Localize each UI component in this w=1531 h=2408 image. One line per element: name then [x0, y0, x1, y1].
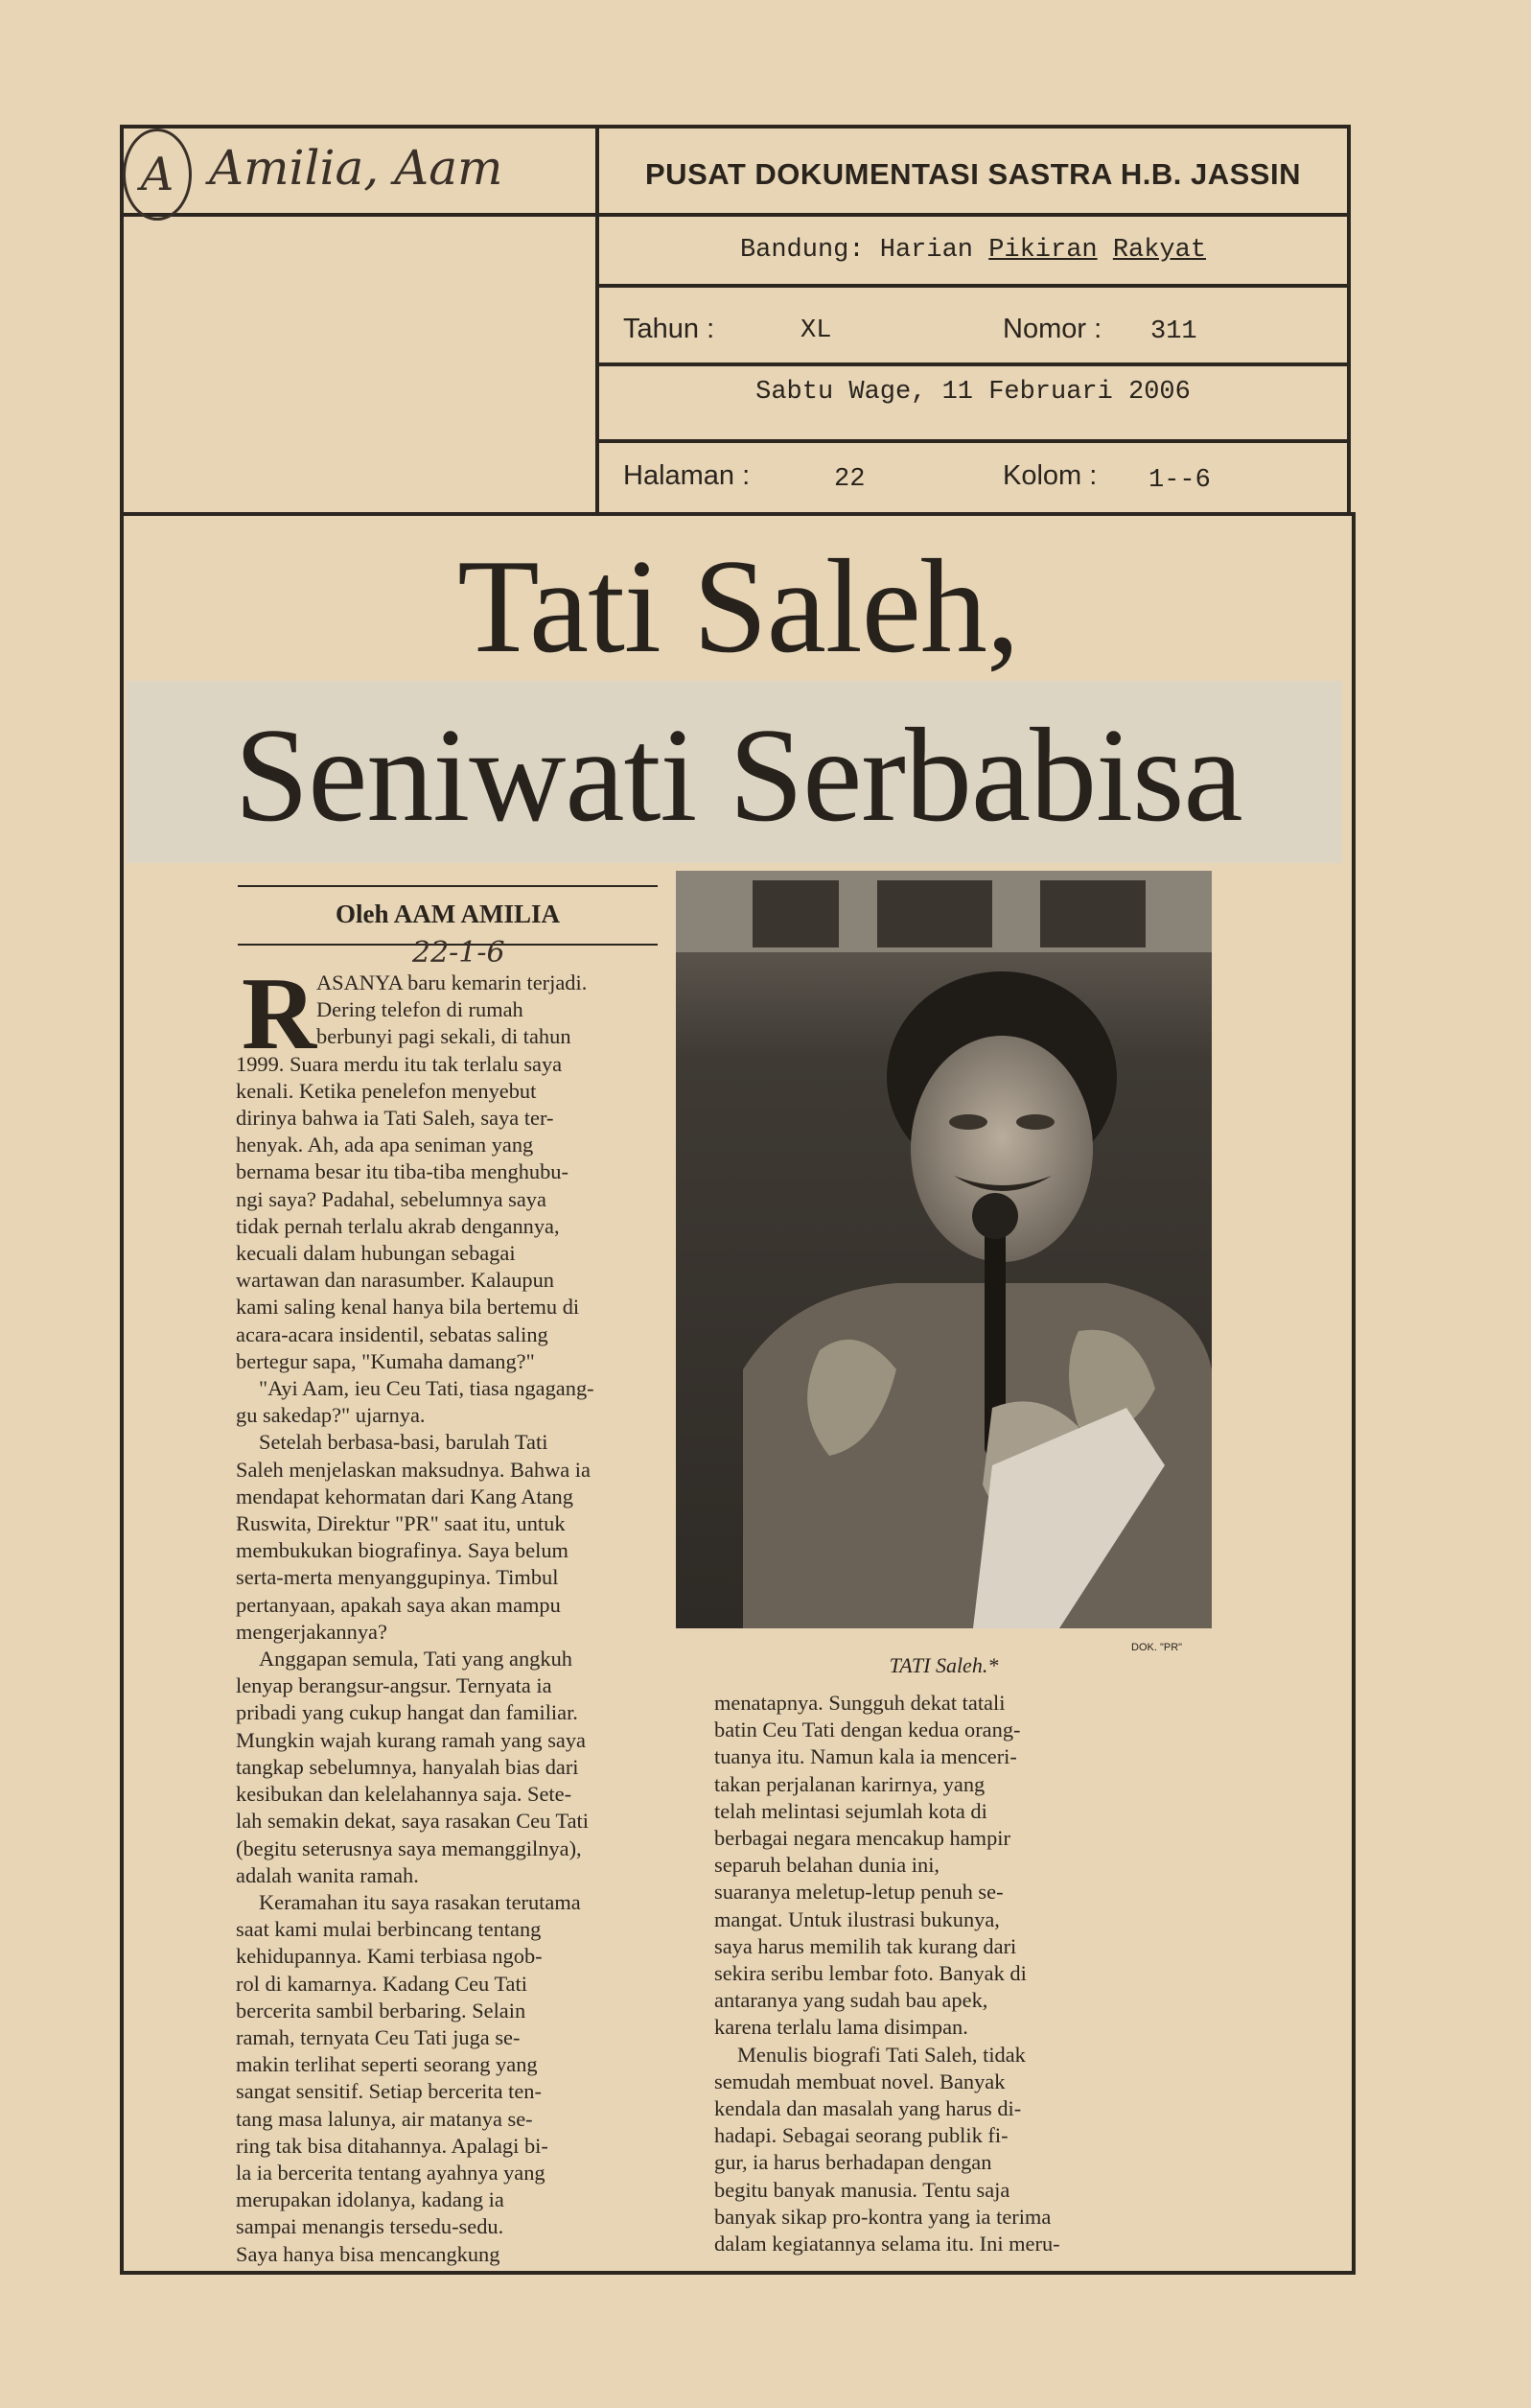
- article-column-2: [714, 1690, 1117, 2257]
- article-text-line: adalah wanita ramah.: [236, 1862, 419, 1887]
- tahun-value: XL: [800, 316, 832, 345]
- article-text-line: bercerita sambil berbaring. Selain: [236, 1998, 526, 2022]
- article-text-line: tidak pernah terlalu akrab dengannya,: [236, 1213, 560, 1238]
- article-text-line: saya harus memilih tak kurang dari: [714, 1933, 1017, 1958]
- article-text-line: menatapnya. Sungguh dekat tatali: [714, 1691, 1006, 1715]
- article-text-line: la ia bercerita tentang ayahnya yang: [236, 2160, 545, 2185]
- article-text-line: begitu banyak manusia. Tentu saja: [714, 2177, 1010, 2202]
- newspaper-source: [594, 236, 1352, 265]
- article-text-line: lah semakin dekat, saya rasakan Ceu Tati: [236, 1809, 589, 1834]
- article-text-line: tang masa lalunya, air matanya se-: [236, 2106, 533, 2131]
- source-paper-name: Rakyat: [1112, 236, 1207, 265]
- handwritten-date-note: 22-1-6: [412, 936, 505, 970]
- article-column-1: [236, 970, 667, 2268]
- article-text-line: bernama besar itu tiba-tiba menghubu-: [236, 1159, 568, 1184]
- article-text-line: kehidupannya. Kami terbiasa ngob-: [236, 1944, 543, 1969]
- article-text-line: gur, ia harus berhadapan dengan: [714, 2150, 992, 2175]
- article-text-line: telah melintasi sejumlah kota di: [714, 1798, 987, 1823]
- article-photo: [676, 871, 1212, 1628]
- article-text-line: berbunyi pagi sekali, di tahun: [316, 1024, 571, 1049]
- article-text-line: mangat. Untuk ilustrasi bukunya,: [714, 1906, 1000, 1931]
- article-text-line: lenyap berangsur-angsur. Ternyata ia: [236, 1673, 552, 1698]
- article-text-line: sekira seribu lembar foto. Banyak di: [714, 1961, 1027, 1986]
- article-text-line: 1999. Suara merdu itu tak terlalu saya: [236, 1051, 563, 1076]
- halaman-value: 22: [834, 465, 866, 494]
- article-text-line: ASANYA baru kemarin terjadi.: [316, 970, 588, 994]
- article-text-line: antaranya yang sudah bau apek,: [714, 1988, 988, 2013]
- article-text-line: tuanya itu. Namun kala ia menceri-: [714, 1744, 1017, 1769]
- article-text-line: pertanyaan, apakah saya akan mampu: [236, 1592, 561, 1617]
- article-text-line: kenali. Ketika penelefon menyebut: [236, 1078, 537, 1103]
- article-text-line: makin terlihat seperti seorang yang: [236, 2052, 538, 2077]
- article-text-line: dalam kegiatannya selama itu. Ini meru-: [714, 2232, 1060, 2256]
- article-text-line: serta-merta menyanggupinya. Timbul: [236, 1565, 559, 1590]
- nomor-value: 311: [1150, 317, 1197, 346]
- source-paper-name: Pikiran: [988, 236, 1098, 265]
- source-city: Bandung:: [739, 236, 865, 265]
- header-divider: [597, 362, 1351, 366]
- header-divider: [120, 213, 1351, 217]
- article-text-line: Ruswita, Direktur "PR" saat itu, untuk: [236, 1511, 566, 1536]
- nomor-label: Nomor :: [1003, 314, 1102, 344]
- article-text-line: dirinya bahwa ia Tati Saleh, saya ter-: [236, 1106, 554, 1131]
- article-text-line: mengerjakannya?: [236, 1619, 387, 1644]
- halaman-label: Halaman :: [623, 460, 751, 491]
- article-text-line: ramah, ternyata Ceu Tati juga se-: [236, 2024, 521, 2049]
- article-text-line: kesibukan dan kelelahannya saja. Sete-: [236, 1782, 572, 1807]
- article-text-line: membukukan biografinya. Saya belum: [236, 1538, 568, 1563]
- publication-date: Sabtu Wage, 11 Februari 2006: [755, 378, 1191, 407]
- archive-name: PUSAT DOKUMENTASI SASTRA H.B. JASSIN: [645, 157, 1301, 191]
- article-text-line: "Ayi Aam, ieu Ceu Tati, tiasa ngagang-: [259, 1376, 594, 1401]
- source-paper-prefix: Harian: [879, 236, 973, 265]
- article-headline-line-1: Tati Saleh,: [457, 532, 1019, 681]
- article-text-line: Anggapan semula, Tati yang angkuh: [259, 1647, 572, 1672]
- article-text-line: kami saling kenal hanya bila bertemu di: [236, 1295, 580, 1320]
- article-text-line: rol di kamarnya. Kadang Ceu Tati: [236, 1971, 527, 1996]
- drop-cap: R: [242, 957, 316, 1071]
- article-text-line: batin Ceu Tati dengan kedua orang-: [714, 1718, 1021, 1742]
- article-text-line: Dering telefon di rumah: [316, 997, 523, 1022]
- article-text-line: wartawan dan narasumber. Kalaupun: [236, 1268, 554, 1293]
- article-text-line: pribadi yang cukup hangat dan familiar.: [236, 1700, 578, 1725]
- kolom-label: Kolom :: [1003, 460, 1098, 491]
- header-divider: [597, 284, 1351, 288]
- article-text-line: hadapi. Sebagai seorang publik fi-: [714, 2123, 1009, 2148]
- article-text-line: ngi saya? Padahal, sebelumnya saya: [236, 1186, 546, 1211]
- article-text-line: (begitu seterusnya saya memanggilnya),: [236, 1835, 582, 1860]
- article-text-line: sangat sensitif. Setiap bercerita ten-: [236, 2079, 542, 2104]
- article-text-line: Saya hanya bisa mencangkung: [236, 2241, 500, 2266]
- article-text-line: karena terlalu lama disimpan.: [714, 2015, 968, 2040]
- handwritten-circled-letter: A: [123, 129, 192, 221]
- article-text-line: semudah membuat novel. Banyak: [714, 2069, 1006, 2093]
- byline-rule: [238, 885, 658, 887]
- article-text-line: merupakan idolanya, kadang ia: [236, 2187, 504, 2212]
- article-text-line: banyak sikap pro-kontra yang ia terima: [714, 2204, 1052, 2229]
- header-divider: [597, 439, 1351, 443]
- article-text-line: bertegur sapa, "Kumaha damang?": [236, 1348, 535, 1373]
- article-text-line: suaranya meletup-letup penuh se-: [714, 1880, 1004, 1905]
- photo-tati-saleh-image: [676, 871, 1212, 1628]
- article-text-line: kecuali dalam hubungan sebagai: [236, 1241, 516, 1266]
- article-text-line: Mungkin wajah kurang ramah yang saya: [236, 1727, 586, 1752]
- photo-credit: DOK. "PR": [1131, 1642, 1183, 1653]
- article-text-line: acara-acara insidentil, sebatas saling: [236, 1321, 548, 1346]
- article-text-line: Menulis biografi Tati Saleh, tidak: [737, 2042, 1026, 2067]
- photo-caption: TATI Saleh.*: [889, 1653, 999, 1677]
- article-text-line: takan perjalanan karirnya, yang: [714, 1771, 986, 1796]
- article-text-line: tangkap sebelumnya, hanyalah bias dari: [236, 1754, 579, 1779]
- article-text-line: Setelah berbasa-basi, barulah Tati: [259, 1430, 548, 1455]
- article-text-line: Saleh menjelaskan maksudnya. Bahwa ia: [236, 1457, 591, 1482]
- article-text-line: sampai menangis tersedu-sedu.: [236, 2214, 504, 2239]
- article-text-line: mendapat kehormatan dari Kang Atang: [236, 1484, 573, 1508]
- article-byline: Oleh AAM AMILIA: [335, 900, 560, 928]
- article-text-line: henyak. Ah, ada apa seniman yang: [236, 1133, 534, 1157]
- article-text-line: berbagai negara mencakup hampir: [714, 1826, 1010, 1851]
- article-text-line: gu sakedap?" ujarnya.: [236, 1403, 426, 1428]
- article-text-line: kendala dan masalah yang harus di-: [714, 2096, 1022, 2121]
- tahun-label: Tahun :: [623, 314, 715, 344]
- article-text-line: saat kami mulai berbincang tentang: [236, 1917, 542, 1942]
- article-text-line: ring tak bisa ditahannya. Apalagi bi-: [236, 2133, 548, 2158]
- article-text-line: Keramahan itu saya rasakan terutama: [259, 1889, 581, 1914]
- article-text-line: separuh belahan dunia ini,: [714, 1853, 940, 1878]
- article-headline-line-2: Seniwati Serbabisa: [234, 701, 1242, 850]
- handwritten-author-note: Amilia, Aam: [209, 140, 503, 196]
- kolom-value: 1--6: [1148, 466, 1211, 495]
